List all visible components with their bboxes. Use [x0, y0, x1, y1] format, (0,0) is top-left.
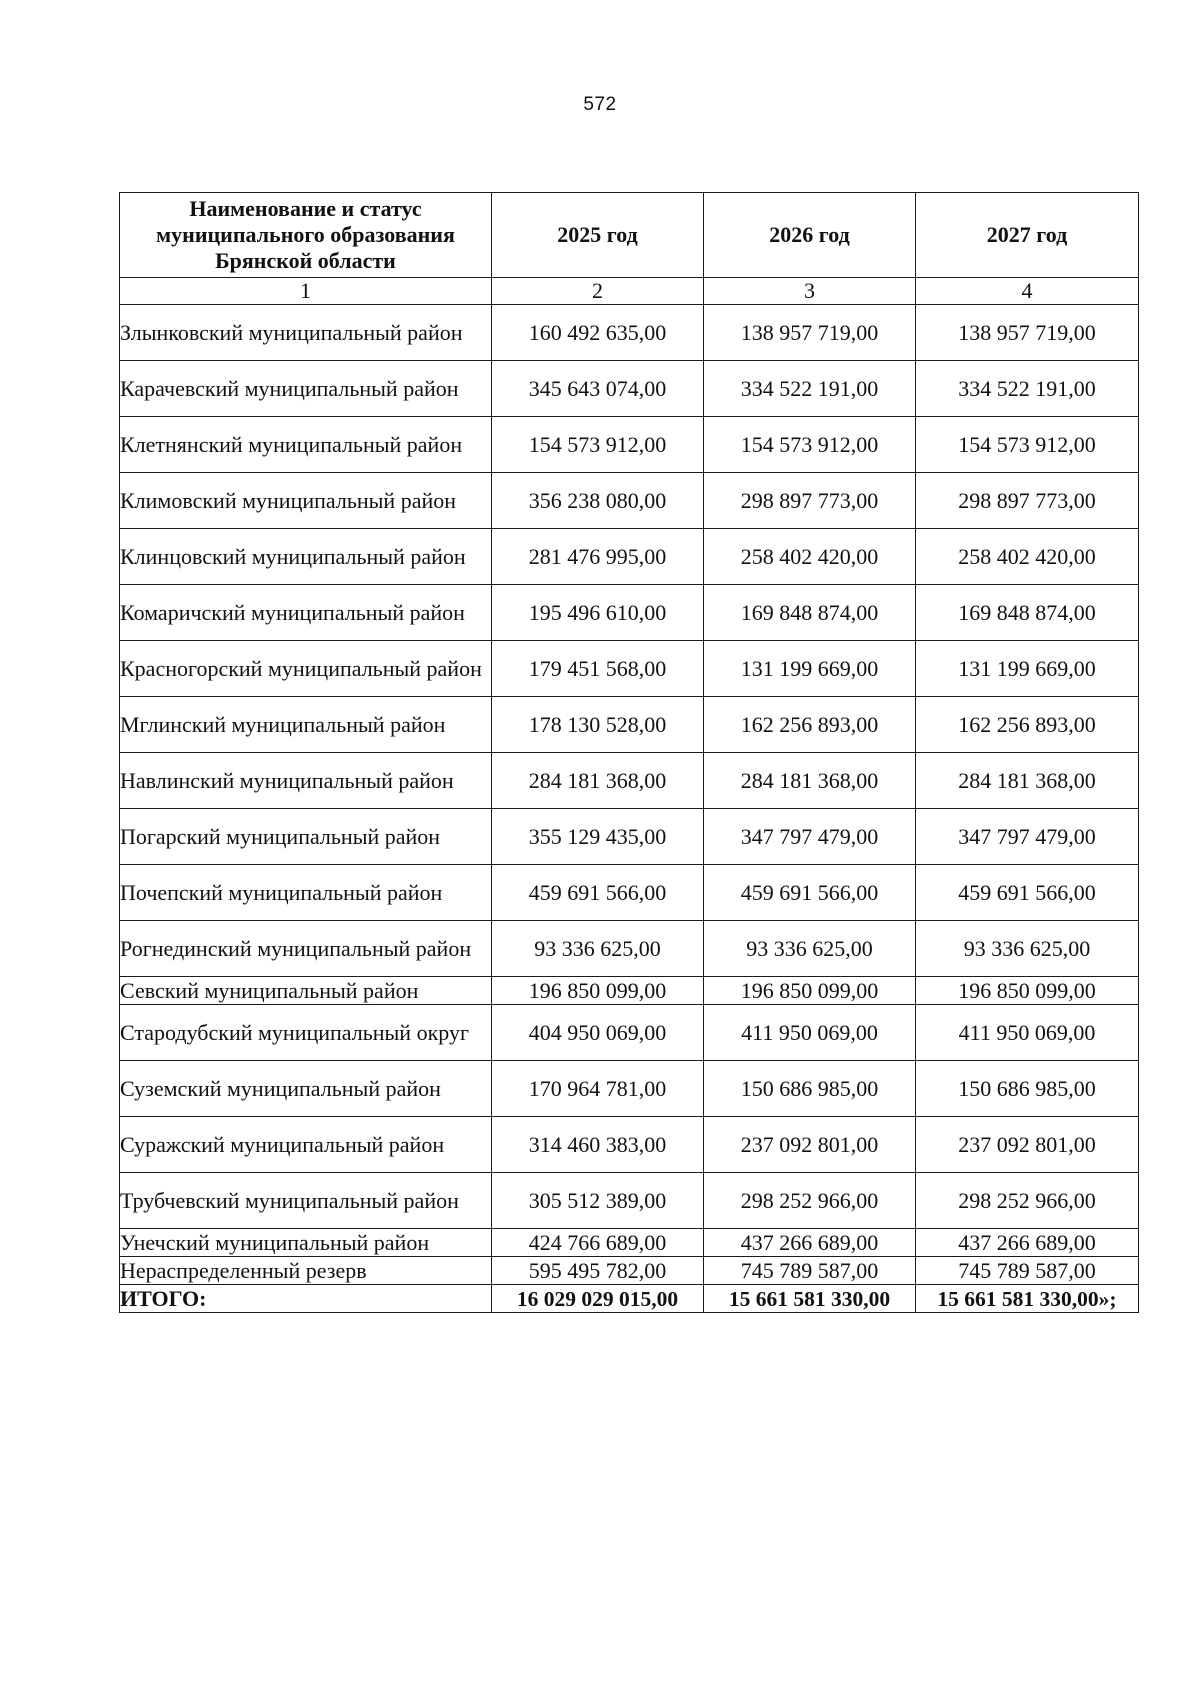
table-row: [120, 809, 1139, 865]
row-name: Суземский муниципальный район: [120, 1061, 492, 1117]
row-name: Мглинский муниципальный район: [120, 697, 492, 753]
value-2025: 459 691 566,00: [492, 865, 704, 921]
value-2025: 404 950 069,00: [492, 1005, 704, 1061]
table-row: [120, 1005, 1139, 1061]
value-2025: 314 460 383,00: [492, 1117, 704, 1173]
table-row: [120, 1061, 1139, 1117]
value-2025: 170 964 781,00: [492, 1061, 704, 1117]
value-2025: 160 492 635,00: [492, 305, 704, 361]
value-2026: 298 252 966,00: [704, 1173, 916, 1229]
row-name: Клетнянский муниципальный район: [120, 417, 492, 473]
row-name: Стародубский муниципальный округ: [120, 1005, 492, 1061]
value-2027: 347 797 479,00: [916, 809, 1139, 865]
table-row: [120, 305, 1139, 361]
table-row: [120, 977, 1139, 1005]
table-row: [120, 361, 1139, 417]
value-2025: 356 238 080,00: [492, 473, 704, 529]
total-2025: 16 029 029 015,00: [492, 1285, 704, 1313]
value-2025: 424 766 689,00: [492, 1229, 704, 1257]
value-2026: 284 181 368,00: [704, 753, 916, 809]
value-2025: 355 129 435,00: [492, 809, 704, 865]
value-2026: 150 686 985,00: [704, 1061, 916, 1117]
value-2025: 281 476 995,00: [492, 529, 704, 585]
value-2027: 150 686 985,00: [916, 1061, 1139, 1117]
table-row: [120, 1173, 1139, 1229]
value-2027: 298 252 966,00: [916, 1173, 1139, 1229]
total-label: ИТОГО:: [120, 1285, 492, 1313]
row-name: Карачевский муниципальный район: [120, 361, 492, 417]
table-row: [120, 921, 1139, 977]
budget-table: [119, 192, 1139, 1313]
value-2025: 595 495 782,00: [492, 1257, 704, 1285]
value-2026: 154 573 912,00: [704, 417, 916, 473]
header-2026: 2026 год: [704, 193, 916, 278]
row-name: Унечский муниципальный район: [120, 1229, 492, 1257]
row-name: Красногорский муниципальный район: [120, 641, 492, 697]
value-2026: 745 789 587,00: [704, 1257, 916, 1285]
row-name: Климовский муниципальный район: [120, 473, 492, 529]
table-row: [120, 417, 1139, 473]
value-2027: 154 573 912,00: [916, 417, 1139, 473]
row-name: Суражский муниципальный район: [120, 1117, 492, 1173]
row-name: Нераспределенный резерв: [120, 1257, 492, 1285]
value-2026: 411 950 069,00: [704, 1005, 916, 1061]
row-name: Навлинский муниципальный район: [120, 753, 492, 809]
value-2027: 258 402 420,00: [916, 529, 1139, 585]
header-name-line2: муниципального образования: [156, 222, 455, 247]
value-2025: 179 451 568,00: [492, 641, 704, 697]
column-number: 2: [492, 278, 704, 305]
value-2025: 178 130 528,00: [492, 697, 704, 753]
row-name: Почепский муниципальный район: [120, 865, 492, 921]
row-name: Рогнединский муниципальный район: [120, 921, 492, 977]
header-2025: 2025 год: [492, 193, 704, 278]
value-2027: 284 181 368,00: [916, 753, 1139, 809]
value-2027: 411 950 069,00: [916, 1005, 1139, 1061]
header-name-line1: Наименование и статус: [189, 196, 422, 221]
value-2026: 347 797 479,00: [704, 809, 916, 865]
column-number: 1: [120, 278, 492, 305]
header-name: [120, 193, 492, 278]
value-2025: 154 573 912,00: [492, 417, 704, 473]
table-row: [120, 585, 1139, 641]
column-number: 4: [916, 278, 1139, 305]
value-2026: 437 266 689,00: [704, 1229, 916, 1257]
value-2026: 93 336 625,00: [704, 921, 916, 977]
value-2026: 298 897 773,00: [704, 473, 916, 529]
value-2026: 162 256 893,00: [704, 697, 916, 753]
value-2026: 169 848 874,00: [704, 585, 916, 641]
header-row: [120, 193, 1139, 278]
table-row: [120, 473, 1139, 529]
row-name: Севский муниципальный район: [120, 977, 492, 1005]
column-number: 3: [704, 278, 916, 305]
row-name: Погарский муниципальный район: [120, 809, 492, 865]
column-number-row: [120, 278, 1139, 305]
total-2026: 15 661 581 330,00: [704, 1285, 916, 1313]
value-2027: 437 266 689,00: [916, 1229, 1139, 1257]
header-2027: 2027 год: [916, 193, 1139, 278]
row-name: Трубчевский муниципальный район: [120, 1173, 492, 1229]
table-row: [120, 1257, 1139, 1285]
value-2027: 334 522 191,00: [916, 361, 1139, 417]
value-2027: 138 957 719,00: [916, 305, 1139, 361]
table-row: [120, 865, 1139, 921]
value-2027: 196 850 099,00: [916, 977, 1139, 1005]
value-2027: 459 691 566,00: [916, 865, 1139, 921]
table-row: [120, 1117, 1139, 1173]
row-name: Комаричский муниципальный район: [120, 585, 492, 641]
value-2027: 237 092 801,00: [916, 1117, 1139, 1173]
value-2026: 196 850 099,00: [704, 977, 916, 1005]
value-2027: 745 789 587,00: [916, 1257, 1139, 1285]
table-row: [120, 1229, 1139, 1257]
value-2025: 196 850 099,00: [492, 977, 704, 1005]
value-2025: 93 336 625,00: [492, 921, 704, 977]
value-2025: 284 181 368,00: [492, 753, 704, 809]
value-2026: 258 402 420,00: [704, 529, 916, 585]
value-2026: 237 092 801,00: [704, 1117, 916, 1173]
value-2027: 93 336 625,00: [916, 921, 1139, 977]
value-2027: 162 256 893,00: [916, 697, 1139, 753]
value-2025: 195 496 610,00: [492, 585, 704, 641]
page-number: 572: [583, 94, 617, 115]
table-row: [120, 697, 1139, 753]
header-name-line3: Брянской области: [215, 248, 396, 273]
value-2026: 334 522 191,00: [704, 361, 916, 417]
value-2027: 169 848 874,00: [916, 585, 1139, 641]
table-row: [120, 529, 1139, 585]
table-row: [120, 753, 1139, 809]
value-2025: 305 512 389,00: [492, 1173, 704, 1229]
value-2026: 138 957 719,00: [704, 305, 916, 361]
value-2027: 298 897 773,00: [916, 473, 1139, 529]
table-row: [120, 641, 1139, 697]
value-2027: 131 199 669,00: [916, 641, 1139, 697]
value-2026: 459 691 566,00: [704, 865, 916, 921]
total-row: [120, 1285, 1139, 1313]
total-2027: 15 661 581 330,00»;: [916, 1285, 1139, 1313]
value-2026: 131 199 669,00: [704, 641, 916, 697]
row-name: Клинцовский муниципальный район: [120, 529, 492, 585]
row-name: Злынковский муниципальный район: [120, 305, 492, 361]
value-2025: 345 643 074,00: [492, 361, 704, 417]
